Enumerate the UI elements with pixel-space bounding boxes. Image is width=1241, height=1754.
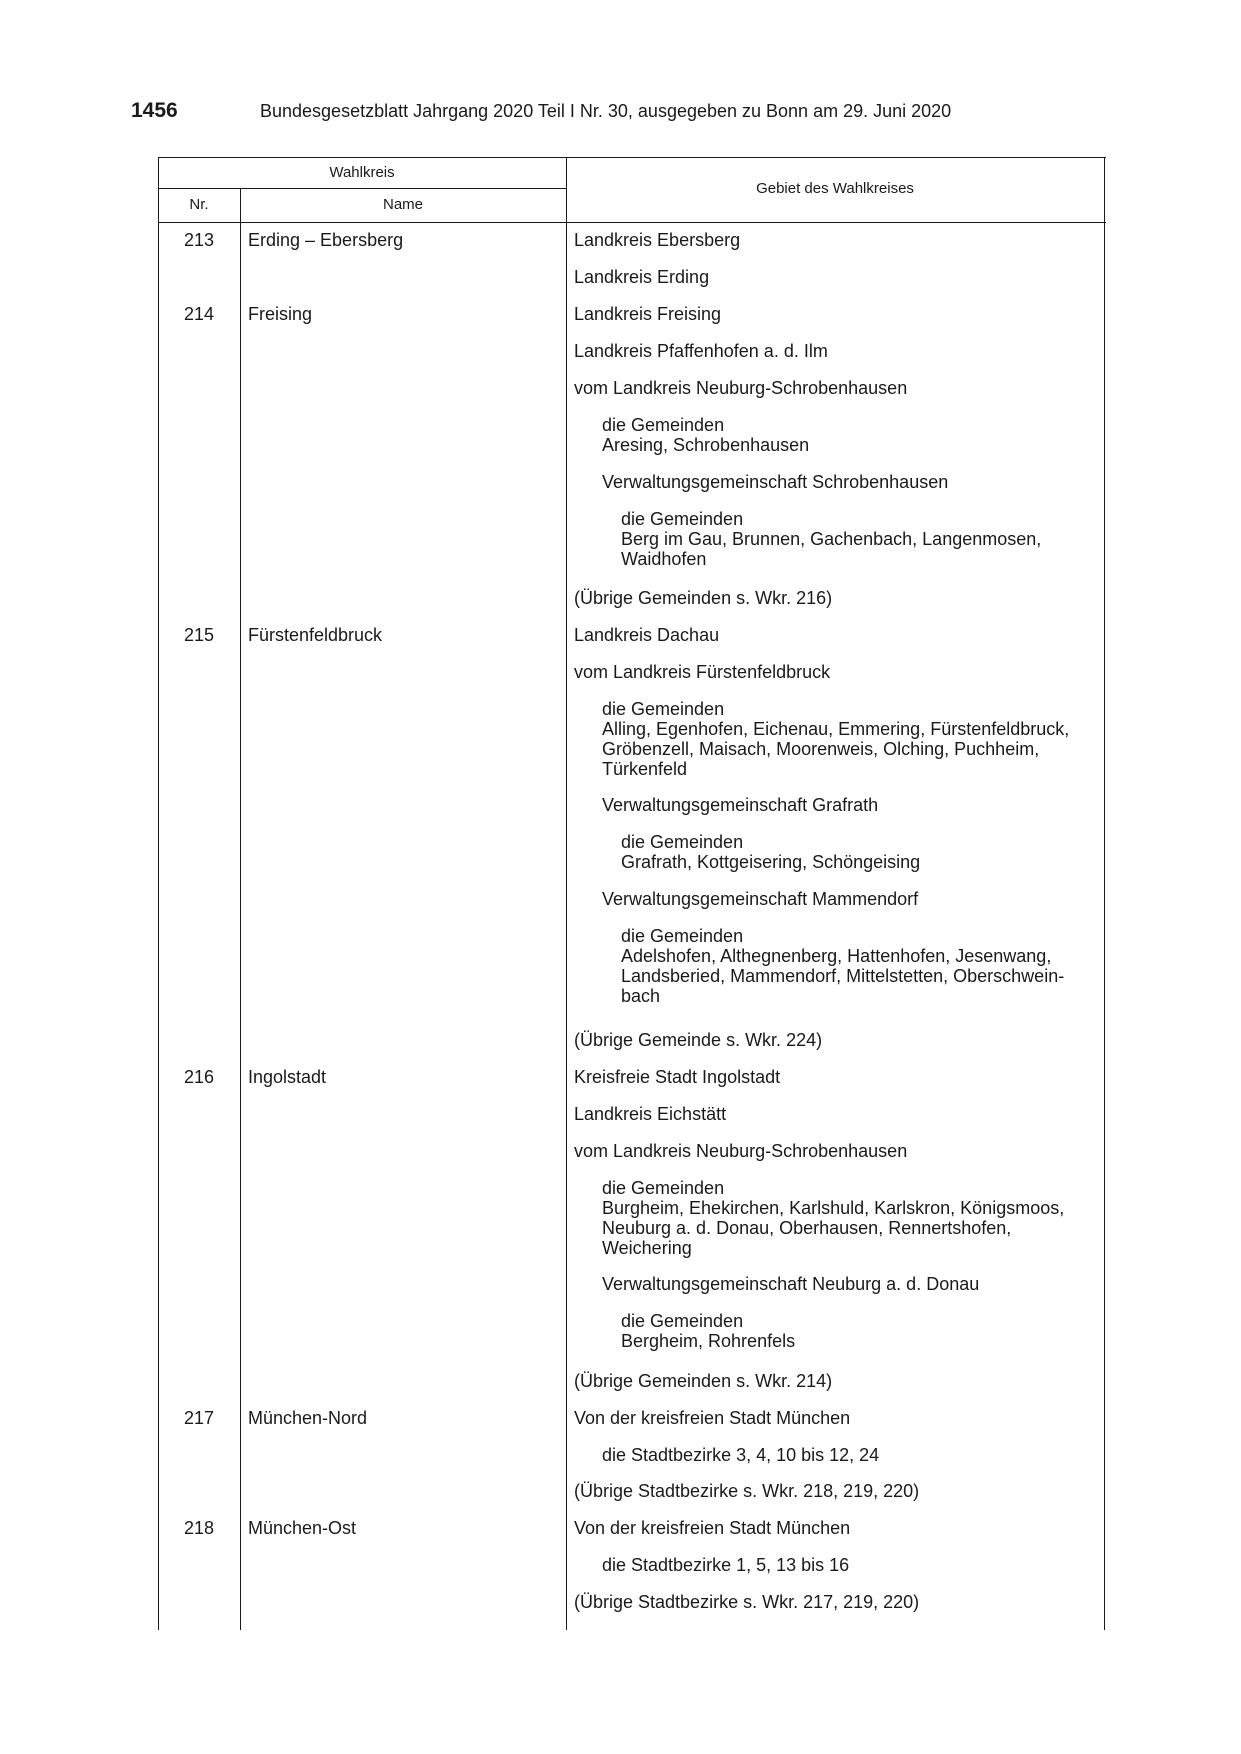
area-entry <box>602 1555 1100 1575</box>
area-line: Von der kreisfreien Stadt München <box>574 1408 851 1428</box>
area-line: Landkreis Dachau <box>574 625 720 645</box>
area-entry <box>602 1274 1100 1294</box>
area-line: Kreisfreie Stadt Ingolstadt <box>574 1067 781 1087</box>
area-line: (Übrige Stadtbezirke s. Wkr. 217, 219, 220) <box>574 1592 920 1612</box>
area-line: Türkenfeld <box>602 759 688 779</box>
wahlkreis-nr: 215 <box>183 625 215 645</box>
area-line: Landkreis Eichstätt <box>574 1104 727 1124</box>
area-entry <box>574 1141 1100 1161</box>
area-line: Von der kreisfreien Stadt München <box>574 1518 851 1538</box>
area-line: Adelshofen, Althegnenberg, Hattenhofen, Jesenwang, <box>621 946 1052 966</box>
wahlkreis-name: Ingolstadt <box>248 1067 327 1087</box>
area-line: Weichering <box>602 1238 692 1258</box>
page-number: 1456 <box>131 99 178 122</box>
area-entry <box>602 415 1100 455</box>
wahlkreis-nr: 213 <box>183 230 215 250</box>
area-entry <box>574 1067 1100 1087</box>
area-line: die Stadtbezirke 1, 5, 13 bis 16 <box>602 1555 850 1575</box>
area-entry <box>621 1311 1100 1351</box>
area-line: Landkreis Ebersberg <box>574 230 741 250</box>
header-nr: Nr. <box>189 196 209 213</box>
area-line: Verwaltungsgemeinschaft Mammendorf <box>602 889 919 909</box>
area-entry <box>621 509 1100 569</box>
area-line: die Gemeinden <box>621 926 744 946</box>
page-header <box>0 99 1241 129</box>
area-line: Waidhofen <box>621 549 707 569</box>
table-top-border <box>158 157 1106 158</box>
area-entry <box>574 1408 1100 1428</box>
wahlkreis-nr: 214 <box>183 304 215 324</box>
area-line: Verwaltungsgemeinschaft Schrobenhausen <box>602 472 949 492</box>
area-line: (Übrige Stadtbezirke s. Wkr. 218, 219, 220) <box>574 1481 920 1501</box>
area-entry <box>602 699 1100 779</box>
area-entry <box>574 341 1100 361</box>
wahlkreis-nr: 217 <box>183 1408 215 1428</box>
area-line: die Gemeinden <box>602 1178 725 1198</box>
wahlkreis-name: München-Ost <box>248 1518 357 1538</box>
area-line: vom Landkreis Neuburg-Schrobenhausen <box>574 1141 908 1161</box>
area-entry <box>574 230 1100 250</box>
area-entry <box>574 662 1100 682</box>
area-entry <box>574 1518 1100 1538</box>
area-entry <box>574 625 1100 645</box>
area-line: Landkreis Freising <box>574 304 722 324</box>
area-entry <box>574 267 1100 287</box>
area-entry <box>574 1104 1100 1124</box>
area-entry <box>602 472 1100 492</box>
area-entry <box>602 889 1100 909</box>
area-line: Aresing, Schrobenhausen <box>602 435 810 455</box>
area-line: die Stadtbezirke 3, 4, 10 bis 12, 24 <box>602 1445 880 1465</box>
table-right-border <box>1104 157 1105 1630</box>
area-line: Grafrath, Kottgeisering, Schöngeising <box>621 852 921 872</box>
wahlkreis-table <box>158 157 1106 1630</box>
area-line: Landkreis Pfaffenhofen a. d. Ilm <box>574 341 828 361</box>
area-line: Landkreis Erding <box>574 267 710 287</box>
area-entry <box>621 926 1100 1006</box>
wahlkreis-gebiet-divider <box>566 157 567 1630</box>
area-entry <box>574 1592 1100 1612</box>
area-line: Landsberied, Mammendorf, Mittelstetten, Oberschwein- <box>621 966 1065 986</box>
area-line: Neuburg a. d. Donau, Oberhausen, Rennertshofen, <box>602 1218 1012 1238</box>
area-line: Burgheim, Ehekirchen, Karlshuld, Karlskron, Königsmoos, <box>602 1198 1065 1218</box>
area-line: Gröbenzell, Maisach, Moorenweis, Olching, Puchheim, <box>602 739 1040 759</box>
area-entry <box>574 378 1100 398</box>
gazette-title: Bundesgesetzblatt Jahrgang 2020 Teil I Nr. 30, ausgegeben zu Bonn am 29. Juni 2020 <box>260 101 952 121</box>
area-line: bach <box>621 986 661 1006</box>
area-line: Berg im Gau, Brunnen, Gachenbach, Langenmosen, <box>621 529 1042 549</box>
area-line: (Übrige Gemeinden s. Wkr. 214) <box>574 1371 833 1391</box>
area-line: Verwaltungsgemeinschaft Grafrath <box>602 795 879 815</box>
area-entry <box>574 304 1100 324</box>
header-divider <box>158 188 566 189</box>
area-line: Alling, Egenhofen, Eichenau, Emmering, Fürstenfeldbruck, <box>602 719 1070 739</box>
area-line: (Übrige Gemeinden s. Wkr. 216) <box>574 588 833 608</box>
area-entry <box>621 832 1100 872</box>
area-line: (Übrige Gemeinde s. Wkr. 224) <box>574 1030 823 1050</box>
area-line: vom Landkreis Fürstenfeldbruck <box>574 662 831 682</box>
header-gebiet: Gebiet des Wahlkreises <box>756 180 914 197</box>
area-line: die Gemeinden <box>621 509 744 529</box>
area-entry <box>574 1030 1100 1050</box>
area-line: Verwaltungsgemeinschaft Neuburg a. d. Donau <box>602 1274 980 1294</box>
wahlkreis-nr: 218 <box>183 1518 215 1538</box>
wahlkreis-name: Erding – Ebersberg <box>248 230 404 250</box>
area-entry <box>602 1178 1100 1258</box>
area-line: Bergheim, Rohrenfels <box>621 1331 796 1351</box>
area-entry <box>602 795 1100 815</box>
header-bottom-border <box>158 222 1106 223</box>
area-entry <box>574 1371 1100 1391</box>
area-entry <box>574 1481 1100 1501</box>
header-wahlkreis: Wahlkreis <box>329 164 395 181</box>
area-line: vom Landkreis Neuburg-Schrobenhausen <box>574 378 908 398</box>
area-line: die Gemeinden <box>602 415 725 435</box>
area-line: die Gemeinden <box>602 699 725 719</box>
nr-name-divider <box>240 188 241 1630</box>
area-line: die Gemeinden <box>621 1311 744 1331</box>
area-entry <box>602 1445 1100 1465</box>
wahlkreis-name: Fürstenfeldbruck <box>248 625 383 645</box>
wahlkreis-name: München-Nord <box>248 1408 368 1428</box>
wahlkreis-name: Freising <box>248 304 313 324</box>
area-line: die Gemeinden <box>621 832 744 852</box>
area-entry <box>574 588 1100 608</box>
header-name: Name <box>382 196 423 213</box>
wahlkreis-nr: 216 <box>183 1067 215 1087</box>
